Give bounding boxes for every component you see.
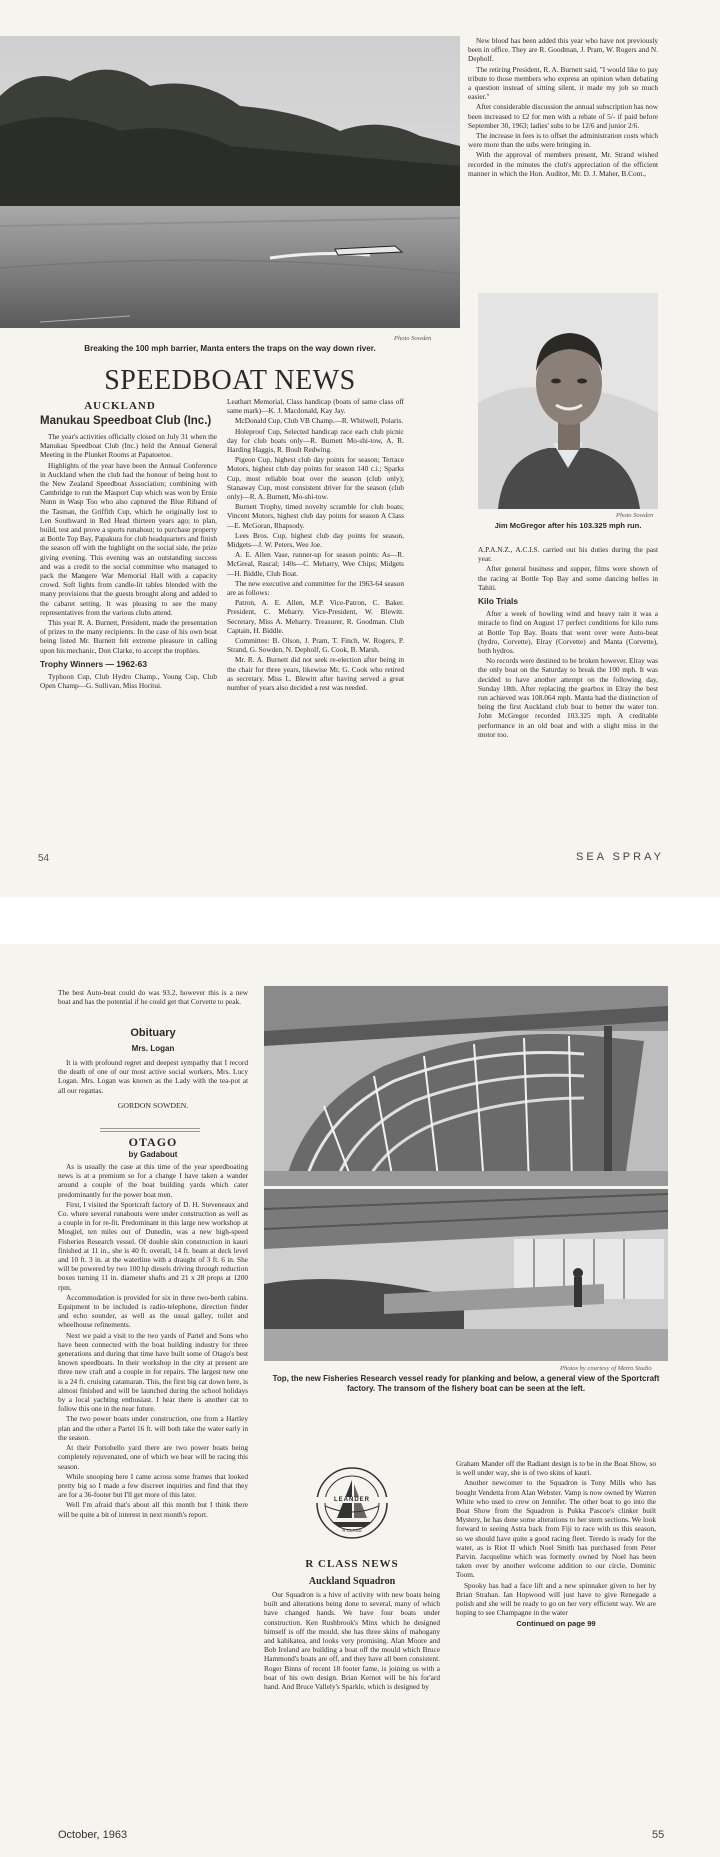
photo-credit: Photos by courtesy of Metro Studio xyxy=(560,1365,652,1372)
magazine-page-54 xyxy=(0,0,720,897)
club-heading: Manukau Speedboat Club (Inc.) xyxy=(40,415,212,427)
paragraph: While snooping here I came across some frames that looked pretty big so I made a few discreet inquiries and find that they are for a 36-footer but I'll get more of this later. xyxy=(58,1471,248,1500)
paragraph: The new executive and committee for the 1963-64 season are as follows: xyxy=(227,578,404,598)
photo-credit: Photo Sowden xyxy=(394,335,432,342)
region-heading: OTAGO xyxy=(128,1135,178,1149)
obituary-text xyxy=(58,1058,248,1111)
paragraph: Patron, A. E. Allen, M.P. Vice-Patron, C. Baker. President, C. Meharry. Vice-President, W. Blewitt. Secretary, Miss A. Meharry. Treasurer, R. Goodman. Club Captain, H. Biddle. xyxy=(227,598,404,635)
rclass-heading: R CLASS NEWS xyxy=(305,1558,399,1570)
paragraph: The best Auto-beat could do was 93.2, however this is a new boat and has the potential if he could get that Corvette to peak. xyxy=(58,988,248,1007)
paragraph: Leathart Memorial, Class handicap (boats of same class off same mark)—K. J. Macdonald, Kay Jay. xyxy=(227,397,404,416)
article-column-1 xyxy=(40,432,217,691)
obituary-subheading: Mrs. Logan xyxy=(131,1044,175,1053)
photo-caption: Breaking the 100 mph barrier, Manta enters the traps on the way down river. xyxy=(84,344,376,353)
magazine-name: SEA SPRAY xyxy=(576,851,664,863)
paragraph: Typhoon Cup, Club Hydro Champ., Young Cup, Club Open Champ—G. Sullivan, Miss Horitui. xyxy=(40,672,217,691)
paragraph: Burnett Trophy, timed novelty scramble for club boats; Vincent Motors, highest club day points for season A Class—E. McGoran, Rhapsody. xyxy=(227,502,404,530)
paragraph: Committee: B. Olson, J. Pram, T. Finch, W. Rogers, P. Strand, G. Sowden, N. Depholf, G. Cook, B. Marsh. xyxy=(227,636,404,655)
paragraph: This year R. A. Burnett, President, made the presentation of prizes to the many recipients. In the case of his own boat being listed Mr. Burnett felt extreme pleasure in calling upon his mechanic, Don Clarke, to accept the trophies. xyxy=(40,618,217,655)
page-number: 55 xyxy=(652,1829,665,1841)
article-column-2 xyxy=(227,397,404,693)
paragraph: McDonald Cup, Club VB Champ.—R. Whitwell, Polaris. xyxy=(235,416,404,426)
paragraph: With the approval of members present, Mr. Strand wished recorded in the minutes the club's appreciation of the efficient manner in which the Hon. Auditor, Mr. D. J. Maher, B.Com., xyxy=(468,150,658,178)
paragraph: As is usually the case at this time of the year speedboating news is at a premium so for a change I have taken a wander around a couple of the boat building yards which cater predominantly for the power boat men. xyxy=(58,1162,248,1199)
paragraph: Our Squadron is a hive of activity with new boats being built and alterations being done to several, many of which have changed hands. We have four boats under construction. Ken Rushbrook's Minx which he designed himself is off the mould, she has three skins of mahogany and kahikatea, and looks very promising. Alan Moore and Bob Ireland are building a boat off the mould which Bruce Hammond's boats are off, and they have all been consistent. Roger Binns of recent 18 footer fame, is joining us with a boat of his own design. Brian Kernot will be his for'ard hand. And Bruce Vallely's Sparkle, which is designed by xyxy=(264,1590,440,1692)
divider xyxy=(100,1128,200,1132)
paragraph: No records were destined to be broken however. Elray was the only boat on the Saturday to break the 100 mph. It was decided to have another attempt on the following day, Sunday 18th. After replacing the gearbox in Elray the best run achieved was 108.064 mph. Manta had the distinction of being the first Auckland club boat to better the water ton. John McGregor recorded 103.325 mph. A creditable performance in an old boat and with a slight miss in the motor too. xyxy=(478,656,658,739)
paragraph: Accommodation is provided for six in three two-berth cabins. Equipment to be included is radio-telephone, direction finder and echo sounder, as well as the usual galley, toilet and wheelhouse refinements. xyxy=(58,1292,248,1330)
paragraph: Well I'm afraid that's about all this month but I think there will be quite a bit of interest in next month's report. xyxy=(58,1500,248,1519)
otago-article xyxy=(58,1162,248,1520)
paragraph: A. E. Allen Vase, runner-up for season points: As—R. McGreal, Rascal; 140s—C. Meharry, Wee Chips; Midgets—H. Biddle, Club Boat. xyxy=(227,550,404,578)
factory-photo xyxy=(264,1189,668,1361)
page-title: SPEEDBOAT NEWS xyxy=(104,365,356,396)
paragraph: At their Portobello yard there are two power boats being completely rejuvenated, one of which we hear will be racing this season. xyxy=(58,1443,248,1471)
paragraph: After general business and supper, films were shown of the racing at Bottle Top Bay and some dancing belles in Tahiti. xyxy=(478,564,658,592)
paragraph: It is with profound regret and deepest sympathy that I record the death of one of our most active social workers, Mrs. Lucy Logan. Mrs. Logan was known as the Lady with the tea-pot at all our regattas. xyxy=(58,1058,248,1095)
paragraph: Graham Mander off the Radiant design is to be in the Boat Show, so is well under way, she is of two skins of kauri. xyxy=(456,1459,656,1478)
rclass-column-2 xyxy=(456,1459,656,1630)
portrait-photo xyxy=(478,293,658,509)
continued-note: Continued on page 99 xyxy=(516,1619,596,1629)
paragraph: A.P.A.N.Z., A.C.I.S. carried out his duties during the past year. xyxy=(478,545,658,564)
speedboat-race-photo xyxy=(0,36,460,328)
paragraph: Lees Bros. Cup, highest club day points for season, Midgets—J. W. Peters, Wee Joe. xyxy=(227,530,404,550)
paragraph: Another newcomer to the Squadron is Tony Mills who has bought Vendetta from Alan Webster. Vamp is now owned by Warren White who used to crew on Jennifer. The other boat to go into the Boat Show from the Squadron is Pukka Pascoe's clinker built Mystery, he has done some alterations to her stern sections. We look forward to seeing Astra back from Fiji to race with us this season, so we should have quite a good racing fleet. Teredo is ready for the water, as is Riot II which Noel Smith has purchased from Peter Parvin. Jacqueline which was formerly owned by Noel has been taken over by another welcome addition to our circle, Dominic Toom. xyxy=(456,1478,656,1580)
leander-r-class-logo xyxy=(315,1466,389,1540)
paragraph: Next we paid a visit to the two yards of Partel and Sons who have been connected with the boat building industry for three generations and during that time have built some of Otago's best known speedboats. In their workshop in the city at present are three new craft and a couple in for repairs. The largest new one is a 24 ft. cruising catamaran. This, the first big cat down here, is almost finished and will be launched during the school holidays by a local yachting enthusiast. I hear there is another cat to follow this one in the near future. xyxy=(58,1330,248,1414)
boat-frame-photo xyxy=(264,986,668,1186)
paragraph: The two power boats under construction, one from a Hartley plan and the other a Partel 16 ft. will both take the water early in the season. xyxy=(58,1414,248,1442)
magazine-page-55 xyxy=(0,944,720,1857)
article-column-1 xyxy=(58,988,248,1007)
paragraph: After a week of howling wind and heavy rain it was a miracle to find on August 17 perfect conditions for kilo runs at Bottle Top Bay. Boats that went over were Auto-beat (hydro, Corvette), Elray (Corvette) and Manta (Corvette), both hydros. xyxy=(478,609,658,656)
paragraph: Mr. R. A. Burnett did not seek re-election after being in the chair for three years, likewise Mr. G. Cook who retired as secretary. Miss L. Blewitt after having served a great number of years also decided a rest was needed. xyxy=(227,655,404,693)
paragraph: Highlights of the year have been the Annual Conference in Auckland when the club had the honour of being host to the New Zealand Speedboat Association; combining with Cambridge to run the Masport Cup which was won by Ernie Nunn in Wasp Too who also captured the Blue Riband of the Tasman, the Griffith Cup, which he originally lost to Len Southward in Red Head thirteen years ago; to plan, build, test and prove a sports runabout; to purchase property at Bottle Top Bay, Papakura for club headquarters and finish the season off with the highlight on the social side, the prize giving evening. This evening was an outstanding success and was a credit to the social committee who managed to pack the Mangere War Memorial Hall with a capacity crowd. Soft lights from candle-lit tables blended with the many provisions that the guests brought along and added to the cabaret setting. It was pleasing to see the many representatives from the various clubs attend. xyxy=(40,460,217,617)
logo-subtext: R CLASS xyxy=(342,1528,362,1533)
region-heading: AUCKLAND xyxy=(84,400,156,412)
photo-caption: Top, the new Fisheries Research vessel ready for planking and below, a general view of the Sportcraft factory. The transom of the fishery boat can be seen at the left. xyxy=(272,1374,660,1393)
page-number: 54 xyxy=(38,853,50,864)
byline: by Gadabout xyxy=(128,1150,178,1159)
photo-caption: Jim McGregor after his 103.325 mph run. xyxy=(494,521,642,530)
logo-text: LEANDER xyxy=(315,1497,389,1503)
paragraph: New blood has been added this year who have not previously been in office. They are R. Goodman, J. Pram, W. Rogers and N. Depholf. xyxy=(468,36,658,64)
paragraph: Spooky has had a face lift and a new spinnaker given to her by Brian Strahan. Ian Hopwood will just have to give Renegade a polish and she will be ready to go on her very efficient way. We are hoping to see Champagne in the water xyxy=(456,1580,656,1618)
paragraph: The retiring President, R. A. Burnett said, "I would like to pay tribute to those members who express an opinion when debating a question instead of sitting silent, it made my job so much easier." xyxy=(468,64,658,102)
issue-date: October, 1963 xyxy=(58,1829,128,1841)
rclass-column-1 xyxy=(264,1590,440,1692)
paragraph: First, I visited the Sportcraft factory of D. H. Steveneaux and Co. where several runabouts were under construction as well as a couple in for re-fit. Predominant in this large new workshop at Mosgiel, ten miles out of Dunedin, was a new high-speed Fisheries Research vessel. Of double skin construction in kauri finished at 11 in., she is 40 ft. overall, 14 ft. beam at deck level and 10 ft. 3 in. at the waterline with a draught of 3 ft. 6 in. She will be powered by two 100 hp diesels driving through reduction boxes turning 11 in. diameter shafts and 21 x 28 props at 1200 rpm. xyxy=(58,1199,248,1292)
section-heading: Trophy Winners — 1962-63 xyxy=(40,658,147,669)
paragraph: The increase in fees is to offset the administration costs which were more than the subs were bringing in. xyxy=(468,131,658,150)
squadron-heading: Auckland Squadron xyxy=(308,1576,396,1587)
page-gap xyxy=(0,897,720,944)
signature: GORDON SOWDEN. xyxy=(117,1100,189,1110)
article-column-3-continued xyxy=(478,545,658,740)
paragraph: Holeproof Cup, Selected handicap race each club picnic day for club boats only—R. Burnett Mo-shi-tow, A. R. Harding Haggis, R. Boult Redwing. xyxy=(227,426,404,455)
section-heading: Kilo Trials xyxy=(478,596,519,607)
paragraph: The year's activities officially closed on July 31 when the Manukau Speedboat Club (Inc.) held the Annual General Meeting in the Plunket Rooms at Papatoetoe. xyxy=(40,432,217,460)
paragraph: After considerable discussion the annual subscription has now been increased to £2 for men with a rebate of 5/- if paid before September 30, 1963; ladies' subs to be 12/6 and junior 2/6. xyxy=(468,102,658,130)
photo-credit: Photo Sowden xyxy=(616,512,654,519)
obituary-heading: Obituary xyxy=(130,1027,176,1039)
paragraph: Pigeon Cup, highest club day points for season; Terrace Motors, highest club day points for season 140 c.i.; Sparks Cup, most reliable boat over the season (club only); Stanaway Cup, most consistent driver for the season (club only)—R. A. Burnett, Mo-shi-tow. xyxy=(227,455,404,502)
article-column-3 xyxy=(468,36,658,179)
